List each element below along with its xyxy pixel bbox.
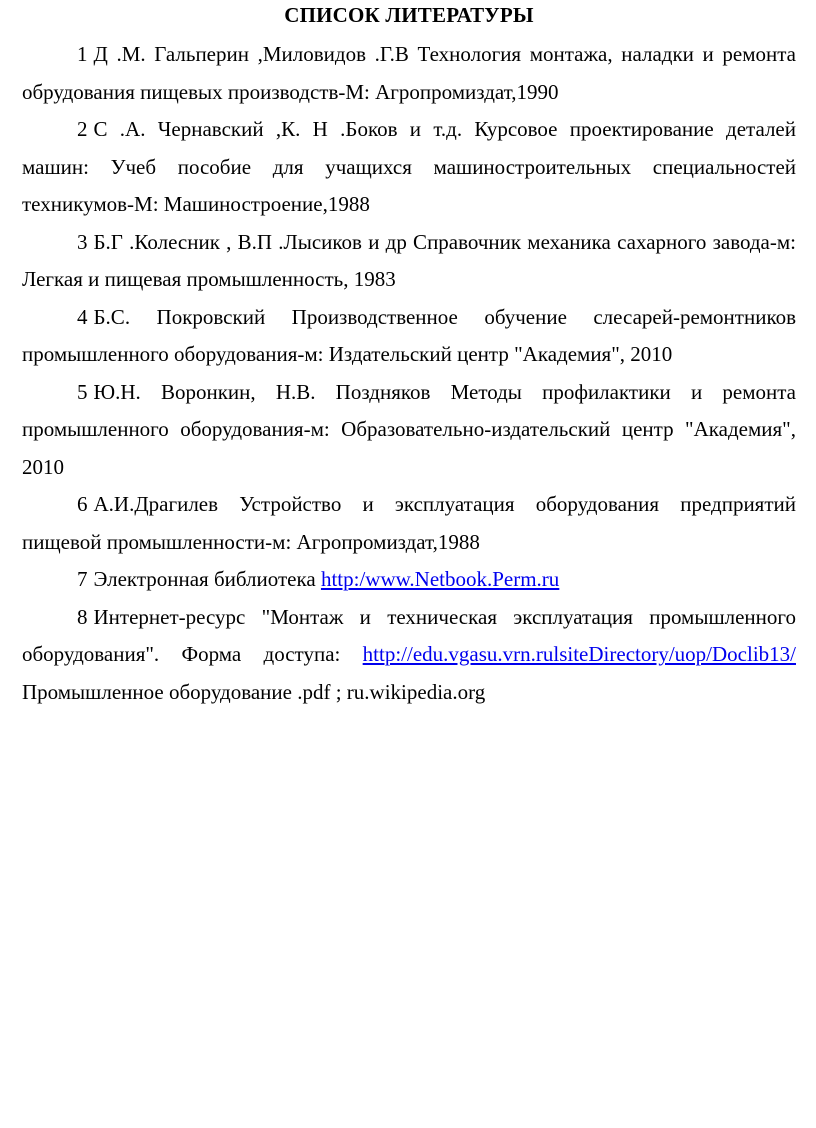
reference-text: Д .М. Гальперин ,Миловидов .Г.В Технология монтажа, наладки и ремонта обрудования пищевых производств-М: Агропромиздат,1990 xyxy=(22,42,796,104)
reference-item xyxy=(22,36,796,111)
reference-number: 5 xyxy=(77,379,88,404)
reference-link[interactable]: http://edu.vgasu.vrn.rulsiteDirectory/uop/Doclib13/ xyxy=(362,642,796,666)
reference-item xyxy=(22,224,796,299)
reference-text: Б.С. Покровский Производственное обучение слесарей-ремонтников промышленного оборудования-м: Издательский центр "Академия", 2010 xyxy=(22,304,796,366)
reference-text: А.И.Драгилев Устройство и эксплуатация оборудования предприятий пищевой промышленности-м: Агропромиздат,1988 xyxy=(22,492,796,554)
reference-number: 8 xyxy=(77,604,88,629)
reference-link[interactable]: http:/www.Netbook.Perm.ru xyxy=(320,567,560,591)
reference-number: 6 xyxy=(77,492,88,516)
document-page xyxy=(22,0,796,711)
reference-number: 4 xyxy=(77,304,88,329)
reference-number: 1 xyxy=(77,42,88,66)
reference-number: 3 xyxy=(77,229,88,254)
reference-list xyxy=(22,36,796,711)
reference-item xyxy=(22,111,796,224)
reference-item xyxy=(22,299,796,374)
reference-item xyxy=(22,561,796,599)
reference-text: Ю.Н. Воронкин, Н.В. Поздняков Методы профилактики и ремонта промышленного оборудования-м: Образовательно-издательский центр "Академия", 2010 xyxy=(22,379,796,479)
reference-text: Интернет-ресурс "Монтаж и техническая эксплуатация промышленного оборудования". Форма доступа: xyxy=(22,604,796,666)
reference-item xyxy=(22,599,796,712)
reference-number: 7 xyxy=(77,567,88,591)
reference-item xyxy=(22,374,796,487)
reference-text-after-link: Промышленное оборудование .pdf ; ru.wikipedia.org xyxy=(22,679,486,704)
reference-number: 2 xyxy=(77,117,88,141)
reference-text: Б.Г .Колесник , В.П .Лысиков и др Справочник механика сахарного завода-м: Легкая и пищевая промышленность, 1983 xyxy=(22,229,796,291)
reference-text: Электронная библиотека xyxy=(93,567,321,591)
page-title: СПИСОК ЛИТЕРАТУРЫ xyxy=(284,3,534,27)
reference-text: С .А. Чернавский ,К. Н .Боков и т.д. Курсовое проектирование деталей машин: Учеб пособие для учащихся машиностроительных специальностей техникумов-М: Машиностроение,1988 xyxy=(22,117,796,216)
reference-item xyxy=(22,486,796,561)
